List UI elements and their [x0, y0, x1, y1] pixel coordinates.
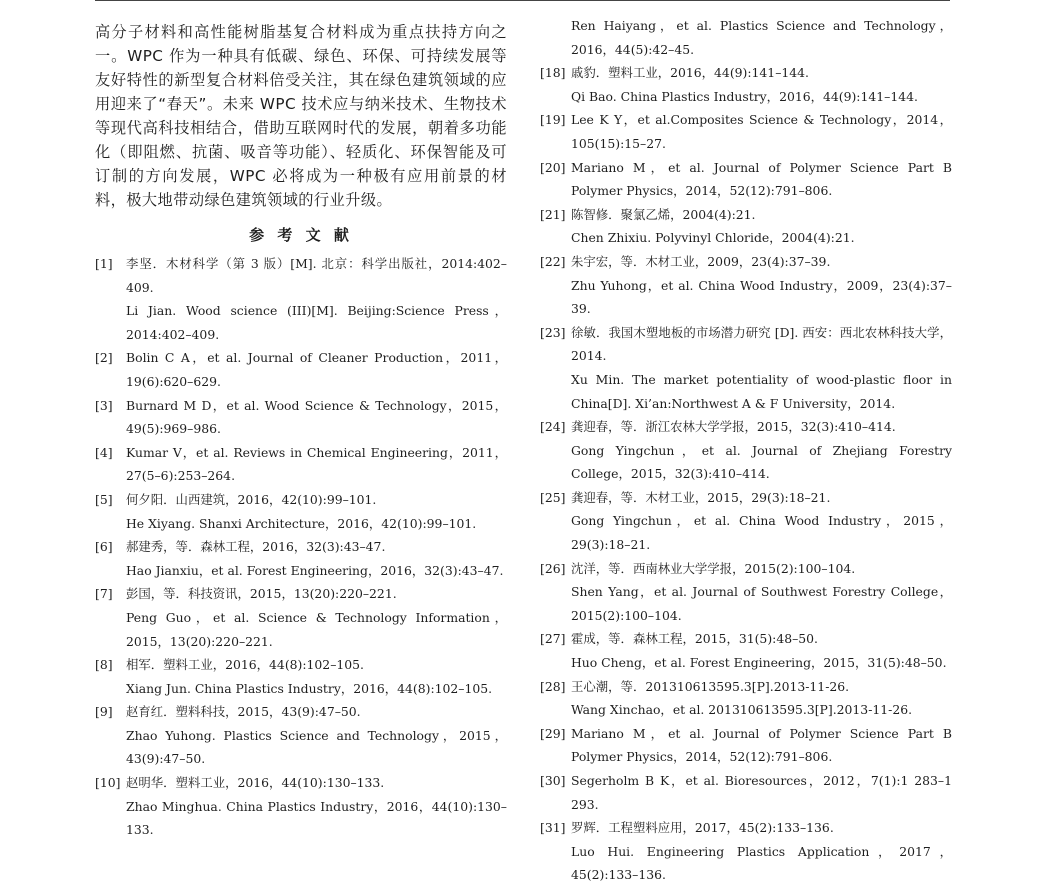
reference-item [95, 488, 507, 535]
reference-item [540, 156, 952, 203]
reference-english-text: Zhao Yuhong. Plastics Science and Technology，2015，43(9):47–50. [126, 727, 507, 767]
reference-item [540, 627, 952, 674]
reference-primary-text: 赵明华．塑料工业，2016，44(10):130–133. [126, 775, 385, 791]
reference-number: [21] [540, 206, 566, 222]
reference-number: [9] [95, 704, 113, 720]
reference-number: [6] [95, 539, 113, 555]
reference-english-text: Luo Hui. Engineering Plastics Application，2017，45(2):133–136. [571, 843, 952, 883]
reference-english-text: Chen Zhixiu. Polyvinyl Chloride，2004(4):21. [571, 230, 855, 246]
reference-number: [1] [95, 256, 113, 271]
reference-primary-text: 郝建秀，等．森林工程，2016，32(3):43–47. [126, 539, 386, 555]
reference-item [540, 108, 952, 155]
reference-primary-text: 何夕阳．山西建筑，2016，42(10):99–101. [126, 491, 377, 507]
reference-number: [29] [540, 725, 566, 741]
reference-primary-text: Kumar V，et al. Reviews in Chemical Engineering，2011，27(5–6):253–264. [126, 444, 507, 484]
reference-number: [30] [540, 773, 566, 788]
reference-primary-text: 彭国，等．科技资讯，2015，13(20):220–221. [126, 586, 397, 602]
reference-number: [7] [95, 586, 113, 602]
reference-english-text: Qi Bao. China Plastics Industry，2016，44(9):141–144. [571, 88, 918, 104]
left-reference-list [95, 252, 507, 842]
reference-item [95, 653, 507, 700]
reference-english-text: Zhu Yuhong，et al. China Wood Industry，2009，23(4):37–39. [571, 277, 952, 317]
references-heading: 参 考 文 献 [249, 226, 353, 244]
reference-number: [31] [540, 820, 566, 836]
reference-english-text: He Xiyang. Shanxi Architecture，2016，42(10):99–101. [126, 515, 477, 531]
reference-number: [8] [95, 657, 113, 673]
reference-number: [24] [540, 419, 566, 435]
reference-english-text: Huo Cheng，et al. Forest Engineering，2015，31(5):48–50. [571, 655, 947, 671]
reference-number: [27] [540, 631, 566, 647]
reference-number: [28] [540, 678, 566, 694]
reference-primary-text: 陈智修．聚氯乙烯，2004(4):21. [571, 206, 756, 222]
reference-english-text: Zhao Minghua. China Plastics Industry，2016，44(10):130–133. [126, 798, 507, 838]
reference-item [540, 486, 952, 557]
reference-number: [20] [540, 159, 566, 175]
reference-primary-text: 沈洋，等．西南林业大学学报，2015(2):100–104. [571, 560, 856, 576]
right-column [540, 14, 952, 887]
reference-number: [25] [540, 489, 566, 505]
reference-item [95, 441, 507, 488]
reference-primary-text: 朱宇宏，等．木材工业，2009，23(4):37–39. [571, 253, 831, 269]
reference-item [540, 61, 952, 108]
reference-number: [23] [540, 324, 566, 340]
reference-item [540, 675, 952, 722]
reference-primary-text: 徐敏．我国木塑地板的市场潜力研究 [D]. 西安：西北农林科技大学，2014. [571, 324, 952, 364]
reference-item [540, 250, 952, 321]
reference-primary-text: Burnard M D，et al. Wood Science & Technology，2015，49(5):969–986. [126, 397, 507, 437]
reference-english-text: Peng Guo，et al. Science & Technology Information，2015，13(20):220–221. [126, 609, 507, 649]
reference-item [540, 557, 952, 628]
reference-item [95, 394, 507, 441]
reference-english-text: Xu Min. The market potentiality of wood-plastic floor in China[D]. Xi’an:Northwest A & F University，2014. [571, 371, 952, 411]
reference-english-text: Gong Yingchun，et al. Journal of Zhejiang Forestry College，2015，32(3):410–414. [571, 442, 952, 482]
reference-primary-text: Mariano M，et al. Journal of Polymer Science Part B Polymer Physics，2014，52(12):791–806. [571, 159, 952, 199]
reference-english-text: Gong Yingchun，et al. China Wood Industry，2015，29(3):18–21. [571, 513, 952, 553]
reference-primary-text: 戚豹．塑料工业，2016，44(9):141–144. [571, 65, 809, 81]
reference-number: [2] [95, 350, 113, 366]
reference-item [540, 816, 952, 887]
reference-primary-text: 相军．塑料工业，2016，44(8):102–105. [126, 657, 364, 673]
reference-item [540, 769, 952, 816]
reference-english-text: Li Jian. Wood science (III)[M]. Beijing:Science Press，2014:402–409. [126, 303, 507, 342]
reference-continuation: Ren Haiyang，et al. Plastics Science and Technology，2016，44(5):42–45. [571, 18, 952, 57]
reference-item [540, 415, 952, 486]
reference-number: [4] [95, 444, 113, 460]
reference-primary-text: 霍成，等．森林工程，2015，31(5):48–50. [571, 631, 818, 647]
reference-english-text: Shen Yang，et al. Journal of Southwest Forestry College，2015(2):100–104. [571, 584, 952, 623]
reference-english-text: Wang Xinchao，et al. 201310613595.3[P].2013-11-26. [571, 702, 913, 718]
reference-primary-text: Bolin C A，et al. Journal of Cleaner Production，2011，19(6):620–629. [126, 350, 507, 389]
reference-item [540, 321, 952, 415]
reference-primary-text: Lee K Y，et al.Composites Science & Technology，2014，105(15):15–27. [571, 112, 952, 151]
reference-item [95, 346, 507, 393]
reference-primary-text: 罗辉．工程塑料应用，2017，45(2):133–136. [571, 820, 834, 836]
reference-number: [18] [540, 65, 566, 81]
left-column [95, 14, 507, 842]
reference-item [95, 582, 507, 653]
reference-number: [22] [540, 253, 566, 269]
right-reference-list [540, 61, 952, 887]
reference-primary-text: Mariano M，et al. Journal of Polymer Science Part B Polymer Physics，2014，52(12):791–806. [571, 725, 952, 765]
reference-item [540, 722, 952, 769]
top-rule [95, 0, 950, 1]
reference-primary-text: 龚迎春，等．浙江农林大学学报，2015，32(3):410–414. [571, 419, 896, 435]
reference-number: [19] [540, 112, 566, 128]
reference-english-text: Hao Jianxiu，et al. Forest Engineering，2016，32(3):43–47. [126, 562, 504, 578]
reference-item [95, 535, 507, 582]
reference-primary-text: Segerholm B K，et al. Bioresources，2012，7(1):1 283–1 293. [571, 773, 952, 812]
reference-number: [26] [540, 560, 566, 576]
reference-primary-text: 王心潮，等．201310613595.3[P].2013-11-26. [571, 678, 850, 694]
reference-number: [10] [95, 775, 121, 791]
reference-primary-text: 龚迎春，等．木材工业，2015，29(3):18–21. [571, 489, 831, 505]
reference-primary-text: 赵育红．塑料科技，2015，43(9):47–50. [126, 704, 361, 720]
reference-item [95, 771, 507, 842]
body-paragraph: 高分子材料和高性能树脂基复合材料成为重点扶持方向之一。WPC 作为一种具有低碳、绿色、环保、可持续发展等友好特性的新型复合材料倍受关注，其在绿色建筑领域的应用迎来了“春天”。未来 WPC 技术应与纳米技术、生物技术等现代高科技相结合，借助互联网时代的发展，朝着多功能化（即阻燃、抗菌、吸音等功能）、轻质化、环保智能及可订制的方向发展，WPC 必将成为一种极有应用前景的材料，极大地带动绿色建筑领域的行业升级。 [95, 23, 507, 209]
reference-item [540, 203, 952, 250]
reference-item [95, 252, 507, 346]
reference-number: [5] [95, 491, 113, 507]
reference-number: [3] [95, 397, 113, 413]
reference-english-text: Xiang Jun. China Plastics Industry，2016，44(8):102–105. [126, 680, 493, 696]
reference-primary-text: 李坚．木材科学（第 3 版）[M]. 北京：科学出版社，2014:402–409. [126, 256, 507, 295]
reference-item [95, 700, 507, 771]
